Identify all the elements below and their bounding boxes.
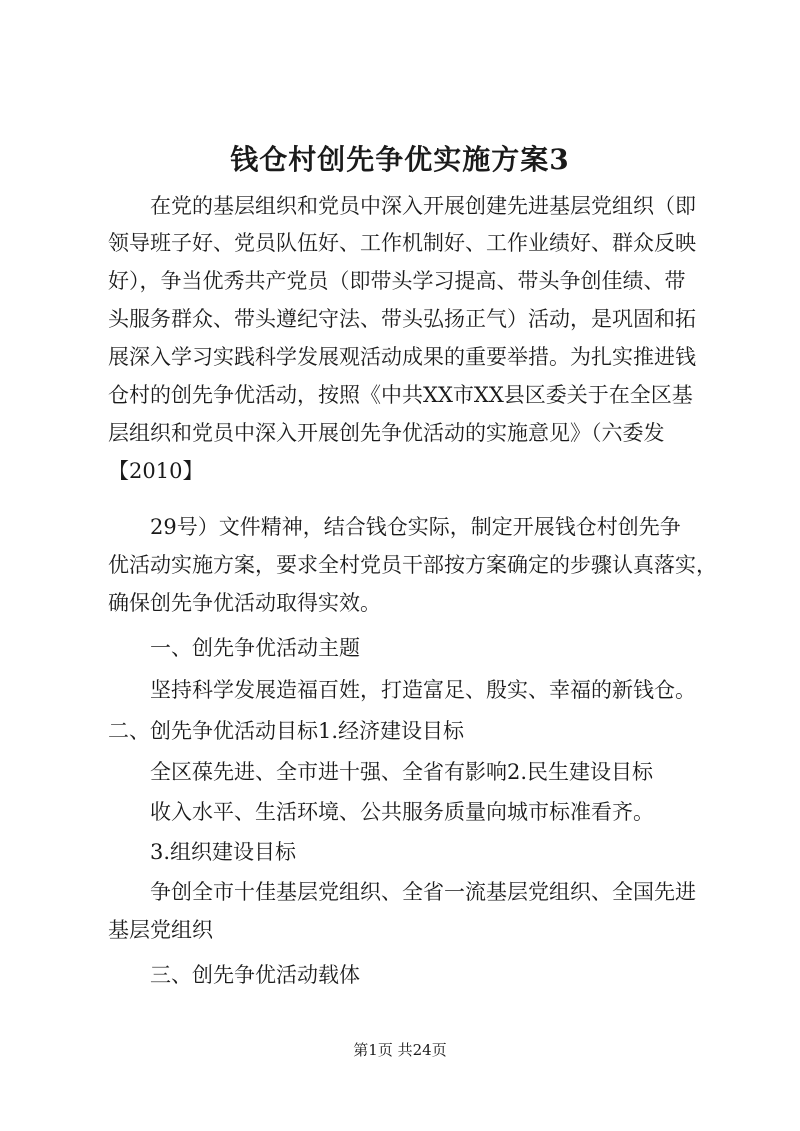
document-title: 钱仓村创先争优实施方案3 [230,143,570,176]
body-line: 29号）文件精神，结合钱仓实际，制定开展钱仓村创先争 [150,515,681,539]
body-line: 收入水平、生活环境、公共服务质量向城市标准看齐。 [150,800,654,824]
body-line: 全区葆先进、全市进十强、全省有影响2.民生建设目标 [150,760,654,784]
section-heading: 三、创先争优活动载体 [150,963,360,987]
body-line: 展深入学习实践科学发展观活动成果的重要举措。为扎实推进钱 [108,345,696,369]
body-line: 仓村的创先争优活动，按照《中共XX市XX县区委关于在全区基 [108,383,693,407]
body-line: 好），争当优秀共产党员（即带头学习提高、带头争创佳绩、带 [108,269,686,293]
section-heading: 3.组织建设目标 [150,840,297,864]
body-line: 确保创先争优活动取得实效。 [108,591,381,615]
body-line: 基层党组织 [108,918,213,942]
body-line: 层组织和党员中深入开展创先争优活动的实施意见》（六委发 [108,421,665,445]
body-line: 优活动实施方案，要求全村党员干部按方案确定的步骤认真落实， [108,553,717,577]
body-line: 头服务群众、带头遵纪守法、带头弘扬正气）活动，是巩固和拓 [108,307,696,331]
body-line: 【2010】 [108,459,204,483]
body-line: 争创全市十佳基层党组织、全省一流基层党组织、全国先进 [150,880,696,904]
body-line: 领导班子好、党员队伍好、工作机制好、工作业绩好、群众反映 [108,231,696,255]
body-line: 在党的基层组织和党员中深入开展创建先进基层党组织（即 [150,194,696,218]
section-heading: 二、创先争优活动目标1.经济建设目标 [108,719,465,743]
body-line: 坚持科学发展造福百姓，打造富足、殷实、幸福的新钱仓。 [150,678,696,702]
section-heading: 一、创先争优活动主题 [150,636,360,660]
page-number: 第1页 共24页 [353,1041,447,1059]
